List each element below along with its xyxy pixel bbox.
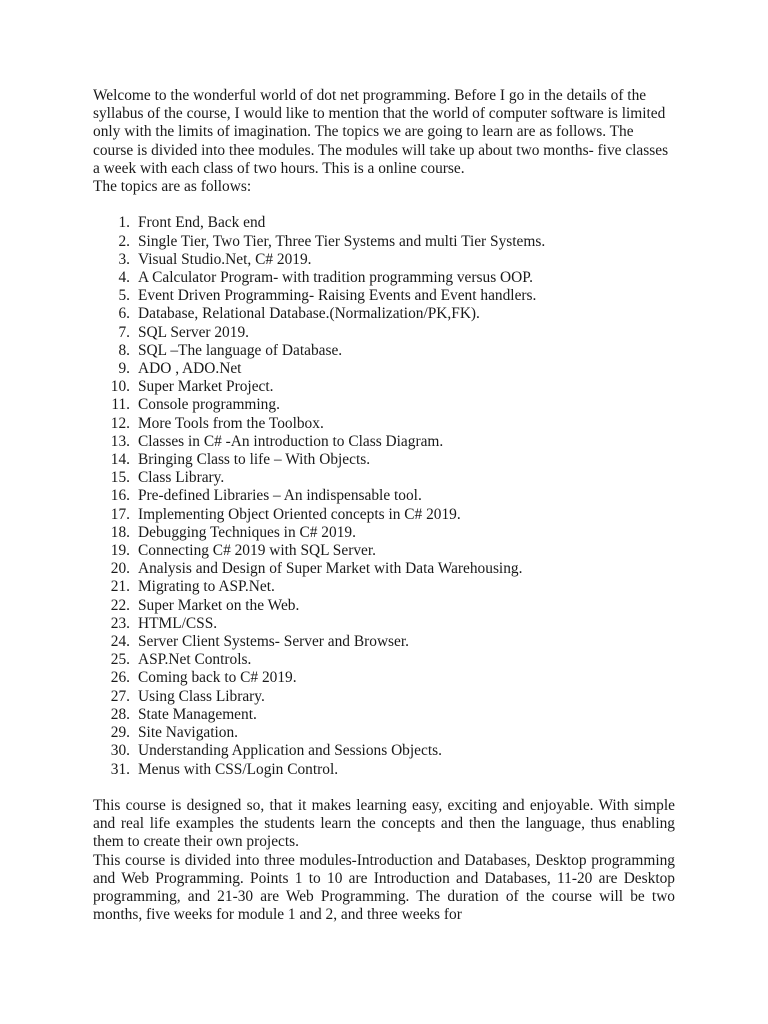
list-item-text: ADO , ADO.Net [138,360,242,378]
list-item [93,688,675,706]
list-item-number: 28. [110,705,130,723]
list-item-text: Migrating to ASP.Net. [138,578,275,596]
list-item-number: 16. [110,487,130,505]
list-item-number: 26. [110,669,130,687]
list-item-number: 4. [118,269,130,287]
list-item [93,651,675,669]
list-item-number: 31. [110,760,130,778]
list-item-text: Connecting C# 2019 with SQL Server. [138,542,376,560]
list-item-number: 14. [110,451,130,469]
list-item-text: SQL –The language of Database. [138,341,343,359]
list-item [93,269,675,287]
list-item [93,396,675,414]
list-item-text: Single Tier, Two Tier, Three Tier Systems and multi Tier Systems. [138,232,546,250]
list-item-text: Class Library. [138,469,225,487]
list-item-text: Classes in C# -An introduction to Class Diagram. [138,432,444,450]
list-item-number: 3. [118,250,130,268]
list-item [93,342,675,360]
list-item [93,742,675,760]
list-item [93,378,675,396]
list-item-number: 17. [110,505,130,523]
list-item [93,724,675,742]
list-item-number: 10. [110,378,130,396]
list-item-text: Implementing Object Oriented concepts in C# 2019. [138,505,461,523]
list-item-text: Analysis and Design of Super Market with Data Warehousing. [138,560,523,578]
list-item-number: 18. [110,523,130,541]
list-item-number: 19. [110,542,130,560]
list-item [93,214,675,232]
list-item [93,542,675,560]
list-item-number: 13. [110,432,130,450]
topics-list [93,214,675,778]
list-item-text: More Tools from the Toolbox. [138,414,324,432]
list-item-number: 9. [118,360,130,378]
list-item-number: 12. [110,414,130,432]
list-item-text: Menus with CSS/Login Control. [138,760,339,778]
list-item-text: Server Client Systems- Server and Browser. [138,633,409,651]
closing-paragraph-2: This course is divided into three modules-Introduction and Databases, Desktop programming and Web Programming. Points 1 to 10 are Introduction and Databases, 11-20 are Desktop programming, and 21-30 are Web Programming. The duration of the course will be two months, five weeks for module 1 and 2, and three weeks for [93,851,675,924]
list-item-text: HTML/CSS. [138,614,218,632]
list-item [93,578,675,596]
list-item [93,560,675,578]
list-item-text: Super Market Project. [138,378,274,396]
list-item [93,433,675,451]
list-item [93,415,675,433]
closing-paragraph-1: This course is designed so, that it makes learning easy, exciting and enjoyable. With simple and real life examples the students learn the concepts and then the language, thus enabling them to create their own projects. [93,796,675,851]
list-item [93,506,675,524]
list-item-number: 24. [110,633,130,651]
list-item-number: 30. [110,742,130,760]
list-item-number: 7. [118,323,130,341]
list-item-number: 23. [110,614,130,632]
list-item-text: Console programming. [138,396,280,414]
list-item-text: SQL Server 2019. [138,323,249,341]
topics-lead: The topics are as follows: [93,178,252,196]
list-item-text: Super Market on the Web. [138,596,300,614]
list-item-text: Visual Studio.Net, C# 2019. [138,250,312,268]
list-item [93,706,675,724]
list-item [93,287,675,305]
list-item-number: 20. [110,560,130,578]
list-item [93,469,675,487]
list-item-number: 5. [118,287,130,305]
list-item-number: 1. [118,214,130,232]
list-item-number: 6. [118,305,130,323]
list-item-number: 15. [110,469,130,487]
list-item-text: Pre-defined Libraries – An indispensable tool. [138,487,422,505]
list-item-number: 2. [118,232,130,250]
list-item [93,251,675,269]
list-item [93,669,675,687]
list-item-text: Using Class Library. [138,687,265,705]
list-item-text: Database, Relational Database.(Normalization/PK,FK). [138,305,480,323]
list-item-text: ASP.Net Controls. [138,651,252,669]
list-item-text: Coming back to C# 2019. [138,669,297,687]
list-item-text: Event Driven Programming- Raising Events and Event handlers. [138,287,537,305]
list-item [93,487,675,505]
list-item [93,305,675,323]
list-item-number: 22. [110,596,130,614]
list-item [93,615,675,633]
list-item-text: Debugging Techniques in C# 2019. [138,523,356,541]
list-item-number: 27. [110,687,130,705]
list-item-text: State Management. [138,705,257,723]
list-item [93,633,675,651]
list-item-number: 25. [110,651,130,669]
list-item [93,360,675,378]
list-item [93,761,675,779]
list-item [93,524,675,542]
list-item-number: 21. [110,578,130,596]
list-item-number: 8. [118,341,130,359]
intro-paragraph: Welcome to the wonderful world of dot net programming. Before I go in the details of the syllabus of the course, I would like to mention that the world of computer software is limited only with the limits of imagination. The topics we are going to learn are as follows. The course is divided into thee modules. The modules will take up about two months- five classes a week with each class of two hours. This is a online course. [93,87,669,177]
list-item-text: Understanding Application and Sessions Objects. [138,742,442,760]
list-item [93,451,675,469]
list-item-number: 29. [110,724,130,742]
list-item-text: Front End, Back end [138,214,266,232]
list-item [93,597,675,615]
list-item [93,324,675,342]
list-item [93,233,675,251]
list-item-text: Site Navigation. [138,724,239,742]
list-item-text: A Calculator Program- with tradition programming versus OOP. [138,269,533,287]
list-item-text: Bringing Class to life – With Objects. [138,451,371,469]
list-item-number: 11. [111,396,130,414]
